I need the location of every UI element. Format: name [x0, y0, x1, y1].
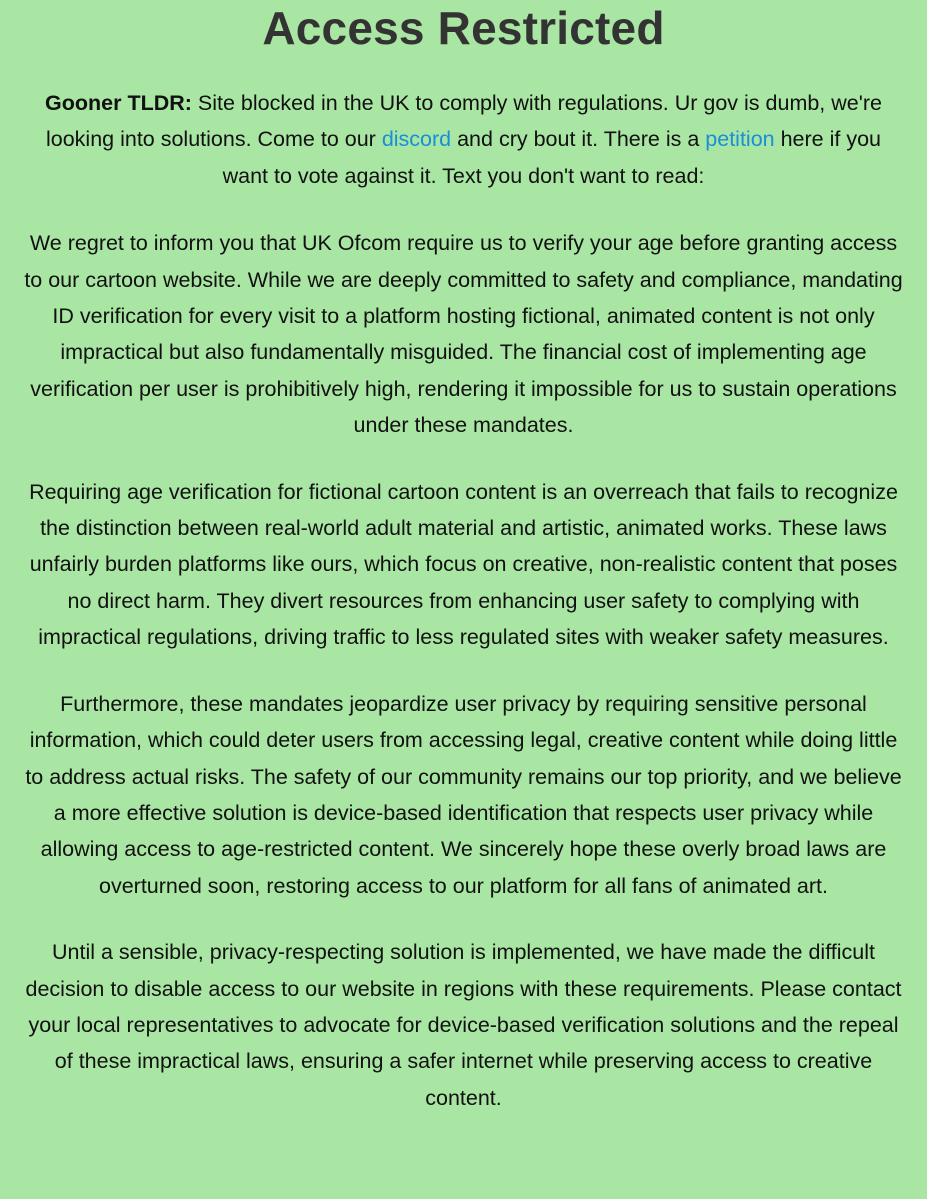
- tldr-paragraph: [24, 85, 903, 194]
- paragraph-age-verification: We regret to inform you that UK Ofcom require us to verify your age before granting access to our cartoon website. While we are deeply committed to safety and compliance, mandating ID verification for every visit to a platform hosting fictional, animated content is not only impractical but also fundamentally misguided. The financial cost of implementing age verification per user is prohibitively high, rendering it impossible for us to sustain operations under these mandates.: [24, 231, 903, 438]
- petition-link[interactable]: petition: [705, 127, 775, 152]
- paragraph-access-disabled: Until a sensible, privacy-respecting solution is implemented, we have made the difficult decision to disable access to our website in regions with these requirements. Please contact your local representatives to advocate for device-based verification solutions and the repeal of these impractical laws, ensuring a safer internet while preserving access to creative content.: [25, 940, 902, 1110]
- page-title: Access Restricted: [262, 2, 665, 54]
- paragraph-privacy: Furthermore, these mandates jeopardize user privacy by requiring sensitive personal information, which could deter users from accessing legal, creative content while doing little to address actual risks. The safety of our community remains our top priority, and we believe a more effective solution is device-based identification that respects user privacy while allowing access to age-restricted content. We sincerely hope these overly broad laws are overturned soon, restoring access to our platform for all fans of animated art.: [25, 691, 902, 898]
- paragraph-overreach: Requiring age verification for fictional cartoon content is an overreach that fails to recognize the distinction between real-world adult material and artistic, animated works. These laws unfairly burden platforms like ours, which focus on creative, non-realistic content that poses no direct harm. They divert resources from enhancing user safety to complying with impractical regulations, driving traffic to less regulated sites with weaker safety measures.: [29, 479, 898, 650]
- discord-link[interactable]: discord: [381, 127, 452, 152]
- tldr-text-2: and cry bout it. There is a: [451, 127, 706, 152]
- tldr-text-1: Site blocked in the UK to comply with regulations. Ur gov is dumb, we're looking into solutions. Come to our: [45, 91, 882, 152]
- tldr-text-3: here if you want to vote against it. Text you don't want to read:: [222, 127, 881, 188]
- tldr-label: Gooner TLDR:: [45, 91, 192, 115]
